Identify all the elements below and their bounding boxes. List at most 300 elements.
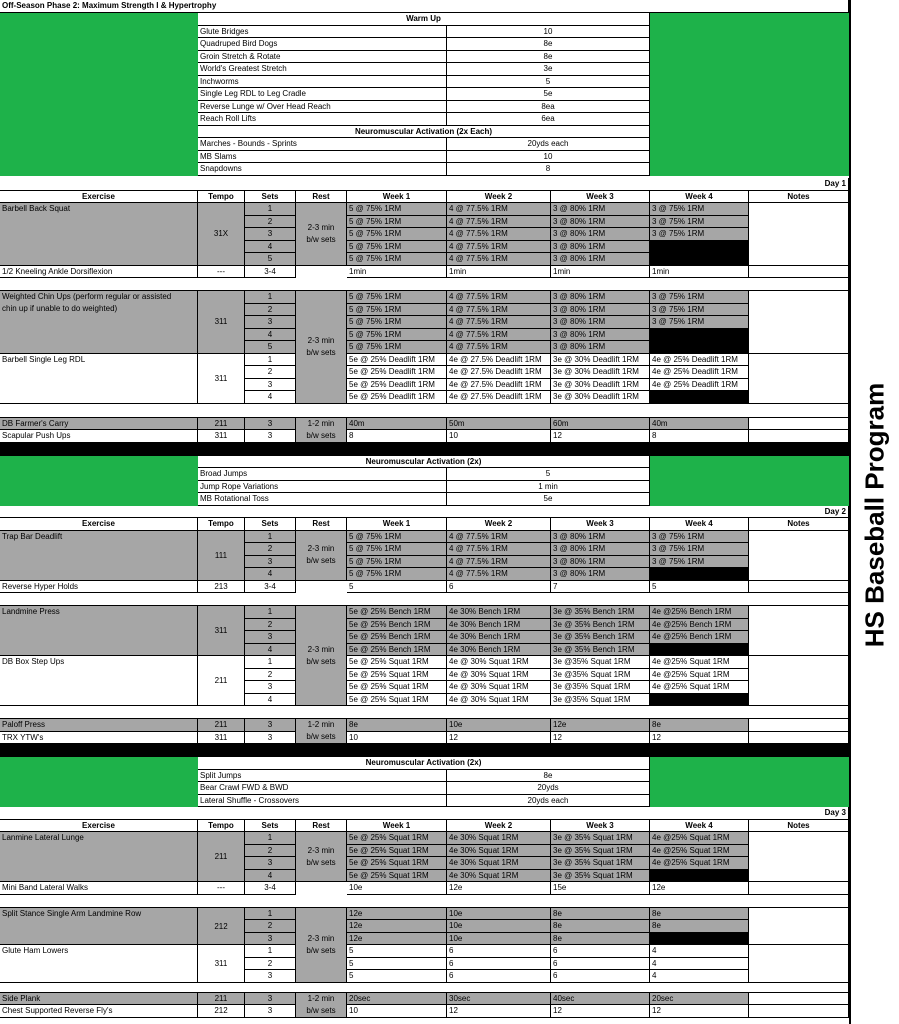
header-sets: Sets [245, 820, 296, 833]
week2-value: 12e [447, 882, 551, 895]
tempo-value: 311 [198, 291, 245, 354]
week1-value: 10e [347, 882, 447, 895]
set-number: 3 [245, 681, 296, 694]
na-section-header: Neuromuscular Activation (2x) [198, 757, 650, 770]
exercise-name: Barbell Back Squat [0, 203, 198, 266]
na-item-name: Snapdowns [198, 163, 447, 176]
week4-value: 3 @ 75% 1RM [650, 216, 749, 229]
header-w1: Week 1 [347, 518, 447, 531]
week3-value: 3 @ 80% 1RM [551, 304, 650, 317]
rest-line1: 2-3 min [307, 544, 335, 553]
set-number: 3 [245, 430, 296, 443]
exercise-name: Split Stance Single Arm Landmine Row [0, 908, 198, 946]
week4-value: 4 [650, 945, 749, 958]
week2-value: 4 @ 77.5% 1RM [447, 203, 551, 216]
header-w2: Week 2 [447, 518, 551, 531]
week2-value: 4 @ 77.5% 1RM [447, 304, 551, 317]
rest-line2: b/w sets [306, 234, 336, 244]
week1-value: 5e @ 25% Bench 1RM [347, 631, 447, 644]
set-number: 3 [245, 732, 296, 745]
week3-value: 3 @ 80% 1RM [551, 253, 650, 266]
week2-value: 1min [447, 266, 551, 279]
na-item-value: 20yds [447, 782, 650, 795]
header-notes: Notes [749, 191, 849, 204]
week4-value: 4e @25% Squat 1RM [650, 857, 749, 870]
week3-value: 3e @ 35% Bench 1RM [551, 644, 650, 657]
week3-value: 40sec [551, 993, 650, 1006]
set-number: 1 [245, 531, 296, 544]
week1-value: 40m [347, 418, 447, 431]
week4-value: 3 @ 75% 1RM [650, 203, 749, 216]
na-item-value: 8e [447, 770, 650, 783]
exercise-name: TRX YTW's [0, 732, 198, 745]
warmup-item-name: World's Greatest Stretch [198, 63, 447, 76]
week2-value: 4 @ 77.5% 1RM [447, 228, 551, 241]
spacer-row [0, 404, 849, 418]
week4-value: 4e @ 25% Deadlift 1RM [650, 379, 749, 392]
week3-value: 6 [551, 945, 650, 958]
week2-value: 4e 30% Squat 1RM [447, 832, 551, 845]
header-w4: Week 4 [650, 820, 749, 833]
week4-empty [650, 694, 749, 707]
tempo-value: 311 [198, 606, 245, 656]
warmup-green-right [650, 13, 849, 176]
exercise-name: Reverse Hyper Holds [0, 581, 198, 594]
week1-value: 5 @ 75% 1RM [347, 341, 447, 354]
set-number: 3 [245, 933, 296, 946]
week3-value: 8e [551, 933, 650, 946]
week3-value: 12 [551, 732, 650, 745]
week1-value: 1min [347, 266, 447, 279]
tempo-value: 212 [198, 1005, 245, 1018]
week3-value: 12 [551, 1005, 650, 1018]
week4-value: 3 @ 75% 1RM [650, 543, 749, 556]
tempo-value: 111 [198, 531, 245, 581]
week2-value: 4 @ 77.5% 1RM [447, 216, 551, 229]
warmup-item-name: Quadruped Bird Dogs [198, 38, 447, 51]
week2-value: 12 [447, 732, 551, 745]
week2-value: 4e @ 27.5% Deadlift 1RM [447, 391, 551, 404]
notes-cell [749, 354, 849, 404]
week2-value: 4e @ 27.5% Deadlift 1RM [447, 366, 551, 379]
set-number: 1 [245, 291, 296, 304]
week2-value: 4 @ 77.5% 1RM [447, 556, 551, 569]
set-number: 2 [245, 304, 296, 317]
warmup-item-value: 5e [447, 88, 650, 101]
set-number: 1 [245, 945, 296, 958]
set-number: 3 [245, 857, 296, 870]
week2-value: 10e [447, 908, 551, 921]
warmup-item-name: Reverse Lunge w/ Over Head Reach [198, 101, 447, 114]
week4-value: 4e @25% Squat 1RM [650, 845, 749, 858]
rest-line2: b/w sets [306, 945, 336, 955]
week2-value: 4e 30% Squat 1RM [447, 857, 551, 870]
header-w2: Week 2 [447, 191, 551, 204]
set-number: 4 [245, 241, 296, 254]
week2-value: 10 [447, 430, 551, 443]
week4-value: 4e @25% Bench 1RM [650, 619, 749, 632]
set-number: 2 [245, 216, 296, 229]
na-section-header: Neuromuscular Activation (2x) [198, 456, 650, 469]
week2-value: 6 [447, 581, 551, 594]
week4-value: 4e @25% Bench 1RM [650, 631, 749, 644]
week2-value: 4 @ 77.5% 1RM [447, 341, 551, 354]
tempo-value: 311 [198, 945, 245, 983]
rest-line2: b/w sets [306, 556, 336, 565]
header-rest: Rest [296, 191, 347, 204]
warmup-green-left [0, 13, 198, 176]
day-separator [0, 443, 849, 456]
set-number: 5 [245, 253, 296, 266]
na-green-left [0, 456, 198, 506]
exercise-name: DB Farmer's Carry [0, 418, 198, 431]
rest-line1: 1-2 min [307, 418, 335, 428]
week3-value: 3 @ 80% 1RM [551, 543, 650, 556]
week3-value: 6 [551, 958, 650, 971]
exercise-name: Landmine Press [0, 606, 198, 656]
week2-value: 4e @ 27.5% Deadlift 1RM [447, 379, 551, 392]
week3-value: 1min [551, 266, 650, 279]
set-number: 4 [245, 568, 296, 581]
tempo-value: --- [198, 882, 245, 895]
header-w3: Week 3 [551, 518, 650, 531]
tempo-value: 211 [198, 993, 245, 1006]
spacer-row [0, 706, 849, 719]
spacer-row [0, 895, 849, 908]
week4-value: 4e @25% Squat 1RM [650, 656, 749, 669]
week2-value: 6 [447, 970, 551, 983]
header-rest: Rest [296, 518, 347, 531]
set-number: 4 [245, 870, 296, 883]
week4-empty [650, 568, 749, 581]
set-number: 1 [245, 908, 296, 921]
week2-value: 4e 30% Bench 1RM [447, 644, 551, 657]
exercise-name: 1/2 Kneeling Ankle Dorsiflexion [0, 266, 198, 279]
week1-value: 8e [347, 719, 447, 732]
week3-value: 3e @35% Squat 1RM [551, 656, 650, 669]
set-number: 3 [245, 379, 296, 392]
week4-value: 4e @25% Bench 1RM [650, 606, 749, 619]
rest-line2: b/w sets [306, 732, 336, 741]
week1-value: 5 @ 75% 1RM [347, 228, 447, 241]
tempo-value: 311 [198, 354, 245, 404]
header-w2: Week 2 [447, 820, 551, 833]
week2-value: 4 @ 77.5% 1RM [447, 531, 551, 544]
week3-value: 3e @ 35% Squat 1RM [551, 845, 650, 858]
spacer-row [0, 983, 849, 993]
week3-value: 8e [551, 920, 650, 933]
week1-value: 12e [347, 920, 447, 933]
warmup-item-name: Glute Bridges [198, 26, 447, 39]
week1-value: 5e @ 25% Deadlift 1RM [347, 391, 447, 404]
tempo-value: 311 [198, 732, 245, 745]
week4-value: 4 [650, 970, 749, 983]
week4-empty [650, 391, 749, 404]
rest-line1: 2-3 min [307, 845, 335, 855]
week3-value: 3e @35% Squat 1RM [551, 694, 650, 707]
header-tempo: Tempo [198, 518, 245, 531]
week4-value: 5 [650, 581, 749, 594]
rest-line1: 2-3 min [307, 933, 335, 943]
tempo-value: 211 [198, 719, 245, 732]
week4-value: 12e [650, 882, 749, 895]
week3-value: 3e @35% Squat 1RM [551, 669, 650, 682]
notes-cell [749, 832, 849, 882]
week1-value: 20sec [347, 993, 447, 1006]
week3-value: 12 [551, 430, 650, 443]
exercise-name: Chest Supported Reverse Fly's [0, 1005, 198, 1018]
week1-value: 5 [347, 945, 447, 958]
spacer-row [0, 593, 849, 606]
week1-value: 5 @ 75% 1RM [347, 216, 447, 229]
week2-value: 6 [447, 958, 551, 971]
week4-value: 4e @ 25% Deadlift 1RM [650, 366, 749, 379]
set-number: 2 [245, 619, 296, 632]
week1-value: 5e @ 25% Squat 1RM [347, 870, 447, 883]
week4-value: 8e [650, 920, 749, 933]
week2-value: 10e [447, 933, 551, 946]
week3-value: 3 @ 80% 1RM [551, 203, 650, 216]
header-w1: Week 1 [347, 191, 447, 204]
set-number: 3 [245, 719, 296, 732]
week3-value: 60m [551, 418, 650, 431]
rest-line1: 1-2 min [307, 720, 335, 729]
week3-value: 3 @ 80% 1RM [551, 241, 650, 254]
warmup-item-value: 8e [447, 51, 650, 64]
rest-line2: b/w sets [306, 430, 336, 440]
week3-value: 3e @ 35% Bench 1RM [551, 631, 650, 644]
week4-value: 3 @ 75% 1RM [650, 228, 749, 241]
week2-value: 4 @ 77.5% 1RM [447, 253, 551, 266]
week1-value: 5e @ 25% Squat 1RM [347, 845, 447, 858]
week1-value: 5 @ 75% 1RM [347, 304, 447, 317]
week4-value: 8e [650, 719, 749, 732]
week3-value: 7 [551, 581, 650, 594]
day-separator [0, 744, 849, 757]
set-number: 3 [245, 418, 296, 431]
week3-value: 6 [551, 970, 650, 983]
exercise-name: DB Box Step Ups [0, 656, 198, 706]
week3-value: 12e [551, 719, 650, 732]
rest-line1: 2-3 min [307, 644, 335, 654]
week2-value: 4 @ 77.5% 1RM [447, 568, 551, 581]
spacer-row [0, 278, 849, 291]
week4-value: 4e @25% Squat 1RM [650, 669, 749, 682]
tempo-value: 211 [198, 656, 245, 706]
header-tempo: Tempo [198, 191, 245, 204]
header-w4: Week 4 [650, 191, 749, 204]
week2-value: 4 @ 77.5% 1RM [447, 316, 551, 329]
notes-cell [749, 656, 849, 706]
set-number: 2 [245, 669, 296, 682]
na-item-value: 1 min [447, 481, 650, 494]
notes-cell [749, 203, 849, 266]
header-exercise: Exercise [0, 518, 198, 531]
notes-cell [749, 531, 849, 581]
week4-value: 8 [650, 430, 749, 443]
set-number: 3 [245, 228, 296, 241]
week1-value: 5e @ 25% Bench 1RM [347, 644, 447, 657]
week1-value: 5 [347, 581, 447, 594]
week3-value: 3 @ 80% 1RM [551, 531, 650, 544]
set-number: 3 [245, 1005, 296, 1018]
week2-value: 4e 30% Squat 1RM [447, 870, 551, 883]
na-item-name: Bear Crawl FWD & BWD [198, 782, 447, 795]
set-number: 4 [245, 329, 296, 342]
week2-value: 4e @ 30% Squat 1RM [447, 656, 551, 669]
week4-value: 3 @ 75% 1RM [650, 531, 749, 544]
set-number: 3-4 [245, 581, 296, 594]
week1-value: 5e @ 25% Squat 1RM [347, 681, 447, 694]
tempo-value: 211 [198, 418, 245, 431]
week1-value: 5 @ 75% 1RM [347, 329, 447, 342]
warmup-item-value: 5 [447, 76, 650, 89]
na-item-value: 5 [447, 468, 650, 481]
notes-cell [749, 606, 849, 656]
week3-value: 8e [551, 908, 650, 921]
week4-value: 4 [650, 958, 749, 971]
week1-value: 5e @ 25% Deadlift 1RM [347, 354, 447, 367]
set-number: 3 [245, 316, 296, 329]
rest-line2: b/w sets [306, 857, 336, 867]
header-w3: Week 3 [551, 820, 650, 833]
notes-cell [749, 945, 849, 983]
week2-value: 10e [447, 719, 551, 732]
header-w1: Week 1 [347, 820, 447, 833]
na-item-value: 20yds each [447, 138, 650, 151]
notes-cell [749, 291, 849, 354]
week2-value: 4 @ 77.5% 1RM [447, 543, 551, 556]
warmup-header: Warm Up [198, 13, 650, 26]
warmup-item-value: 10 [447, 26, 650, 39]
warmup-item-value: 6ea [447, 113, 650, 126]
rest-line2: b/w sets [306, 347, 336, 357]
exercise-name-line2: chin up if unable to do weighted) [2, 304, 118, 313]
week1-value: 5e @ 25% Squat 1RM [347, 857, 447, 870]
set-number: 1 [245, 832, 296, 845]
set-number: 1 [245, 606, 296, 619]
week3-value: 3 @ 80% 1RM [551, 216, 650, 229]
header-exercise: Exercise [0, 191, 198, 204]
na-item-name: Jump Rope Variations [198, 481, 447, 494]
set-number: 1 [245, 354, 296, 367]
week4-value: 12 [650, 1005, 749, 1018]
week2-value: 4e @ 30% Squat 1RM [447, 669, 551, 682]
week2-value: 4e @ 27.5% Deadlift 1RM [447, 354, 551, 367]
week1-value: 5e @ 25% Squat 1RM [347, 669, 447, 682]
week3-value: 3e @ 35% Squat 1RM [551, 857, 650, 870]
week1-value: 5 @ 75% 1RM [347, 241, 447, 254]
week3-value: 3e @ 30% Deadlift 1RM [551, 391, 650, 404]
warmup-item-name: Inchworms [198, 76, 447, 89]
na-item-name: Split Jumps [198, 770, 447, 783]
week4-value: 4e @25% Squat 1RM [650, 681, 749, 694]
week4-empty [650, 644, 749, 657]
week3-value: 3e @ 35% Bench 1RM [551, 619, 650, 632]
exercise-name: Side Plank [0, 993, 198, 1006]
week4-value: 3 @ 75% 1RM [650, 316, 749, 329]
week3-value: 3 @ 80% 1RM [551, 341, 650, 354]
week4-value: 20sec [650, 993, 749, 1006]
na-green-left [0, 757, 198, 807]
week2-value: 4e @ 30% Squat 1RM [447, 681, 551, 694]
exercise-name: Glute Ham Lowers [0, 945, 198, 983]
week1-value: 8 [347, 430, 447, 443]
rest-line1: 2-3 min [307, 222, 335, 232]
rest-value [296, 719, 347, 744]
week3-value: 3e @ 30% Deadlift 1RM [551, 354, 650, 367]
na-item-value: 10 [447, 151, 650, 164]
week4-value: 4e @ 25% Deadlift 1RM [650, 354, 749, 367]
week1-value: 5 @ 75% 1RM [347, 203, 447, 216]
exercise-name: Lanmine Lateral Lunge [0, 832, 198, 882]
week2-value: 4e @ 30% Squat 1RM [447, 694, 551, 707]
set-number: 4 [245, 644, 296, 657]
set-number: 3 [245, 993, 296, 1006]
week3-value: 3e @ 35% Squat 1RM [551, 832, 650, 845]
week2-value: 4 @ 77.5% 1RM [447, 291, 551, 304]
warmup-item-name: Groin Stretch & Rotate [198, 51, 447, 64]
rest-line1: 1-2 min [307, 993, 335, 1003]
rest-value [296, 531, 347, 581]
rest-value [296, 993, 347, 1018]
week4-empty [650, 870, 749, 883]
week2-value: 4e 30% Bench 1RM [447, 619, 551, 632]
week4-value: 3 @ 75% 1RM [650, 304, 749, 317]
notes-cell [749, 266, 849, 279]
set-number: 2 [245, 958, 296, 971]
week1-value: 5 @ 75% 1RM [347, 543, 447, 556]
set-number: 5 [245, 341, 296, 354]
tempo-value: 212 [198, 908, 245, 946]
week3-value: 3e @ 30% Deadlift 1RM [551, 379, 650, 392]
week1-value: 5 @ 75% 1RM [347, 316, 447, 329]
rest-value [296, 291, 347, 404]
warmup-item-name: Reach Roll Lifts [198, 113, 447, 126]
set-number: 3-4 [245, 882, 296, 895]
na-item-name: MB Slams [198, 151, 447, 164]
notes-cell [749, 430, 849, 443]
day-label-row: Day 1 [0, 178, 849, 191]
week1-value: 12e [347, 933, 447, 946]
header-rest: Rest [296, 820, 347, 833]
exercise-name: Trap Bar Deadlift [0, 531, 198, 581]
rest-line2: b/w sets [306, 1005, 336, 1015]
day-label-row: Day 2 [0, 506, 849, 519]
set-number: 3-4 [245, 266, 296, 279]
tempo-value: 31X [198, 203, 245, 266]
week2-value: 4e 30% Squat 1RM [447, 845, 551, 858]
na-green-right [650, 757, 849, 807]
week3-value: 3 @ 80% 1RM [551, 316, 650, 329]
set-number: 2 [245, 845, 296, 858]
week1-value: 5 @ 75% 1RM [347, 568, 447, 581]
set-number: 4 [245, 391, 296, 404]
week3-value: 3e @ 35% Squat 1RM [551, 870, 650, 883]
na-green-right [650, 456, 849, 506]
set-number: 4 [245, 694, 296, 707]
week3-value: 15e [551, 882, 650, 895]
week4-value: 40m [650, 418, 749, 431]
week1-value: 5 @ 75% 1RM [347, 291, 447, 304]
exercise-name: Scapular Push Ups [0, 430, 198, 443]
week1-value: 5e @ 25% Squat 1RM [347, 656, 447, 669]
rest-value [296, 832, 347, 882]
program-title-vertical: HS Baseball Program [859, 382, 890, 648]
week4-value: 4e @25% Squat 1RM [650, 832, 749, 845]
set-number: 1 [245, 203, 296, 216]
rest-line2: b/w sets [306, 656, 336, 666]
